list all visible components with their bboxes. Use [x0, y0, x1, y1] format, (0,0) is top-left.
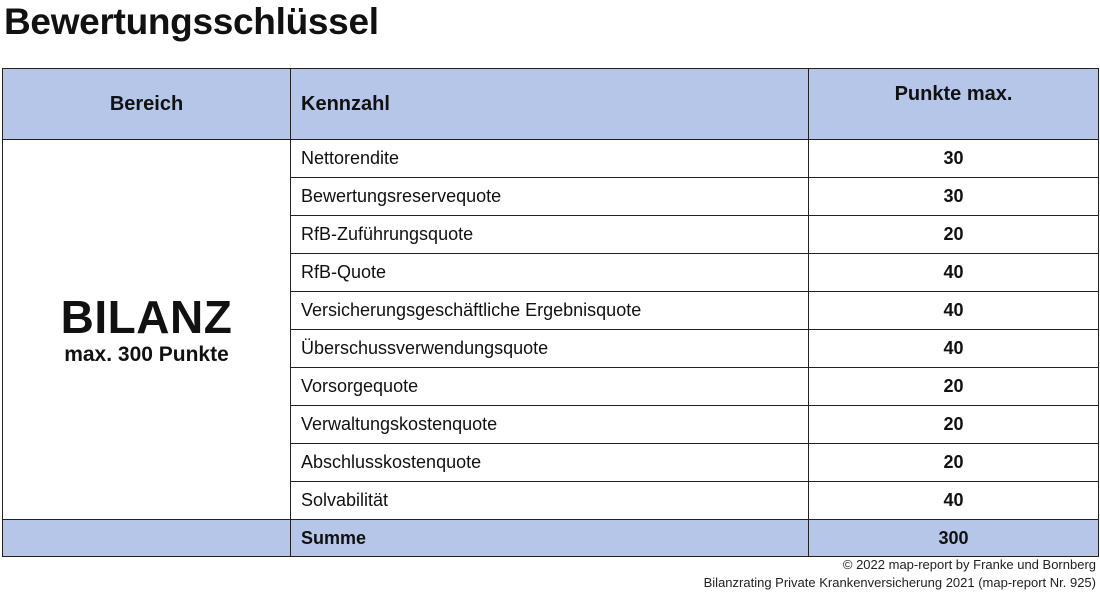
summe-punkte: 300 [809, 520, 1099, 557]
kennzahl-cell: Vorsorgequote [291, 368, 809, 406]
kennzahl-cell: RfB-Quote [291, 254, 809, 292]
table-body [3, 140, 1099, 557]
page-title: Bewertungsschlüssel [4, 1, 379, 42]
punkte-cell: 20 [809, 406, 1099, 444]
copyright-text: © 2022 map-report by Franke und Bornberg [842, 557, 1096, 572]
punkte-cell: 30 [809, 140, 1099, 178]
kennzahl-cell: Solvabilität [291, 482, 809, 520]
summe-empty-cell [3, 520, 291, 557]
punkte-cell: 40 [809, 482, 1099, 520]
header-kennzahl: Kennzahl [291, 69, 809, 140]
kennzahl-cell: Abschlusskostenquote [291, 444, 809, 482]
punkte-cell: 20 [809, 444, 1099, 482]
table-header-row [3, 69, 1099, 140]
punkte-cell: 20 [809, 216, 1099, 254]
header-punkte-max: Punkte max. [809, 69, 1099, 140]
scoring-table [2, 68, 1099, 557]
punkte-cell: 40 [809, 330, 1099, 368]
bereich-subtitle: max. 300 Punkte [64, 342, 229, 366]
table-row [3, 140, 1099, 178]
bereich-cell [3, 140, 291, 520]
punkte-cell: 40 [809, 292, 1099, 330]
kennzahl-cell: Nettorendite [291, 140, 809, 178]
punkte-cell: 40 [809, 254, 1099, 292]
kennzahl-cell: Verwaltungskostenquote [291, 406, 809, 444]
footer [704, 556, 1096, 592]
summe-label: Summe [291, 520, 809, 557]
bereich-name: BILANZ [60, 290, 233, 343]
kennzahl-cell: RfB-Zuführungsquote [291, 216, 809, 254]
summe-row [3, 520, 1099, 557]
header-bereich: Bereich [3, 69, 291, 140]
kennzahl-cell: Versicherungsgeschäftliche Ergebnisquote [291, 292, 809, 330]
punkte-cell: 30 [809, 178, 1099, 216]
kennzahl-cell: Bewertungsreservequote [291, 178, 809, 216]
punkte-cell: 20 [809, 368, 1099, 406]
kennzahl-cell: Überschussverwendungsquote [291, 330, 809, 368]
source-text: Bilanzrating Private Krankenversicherung 2021 (map-report Nr. 925) [703, 575, 1096, 590]
